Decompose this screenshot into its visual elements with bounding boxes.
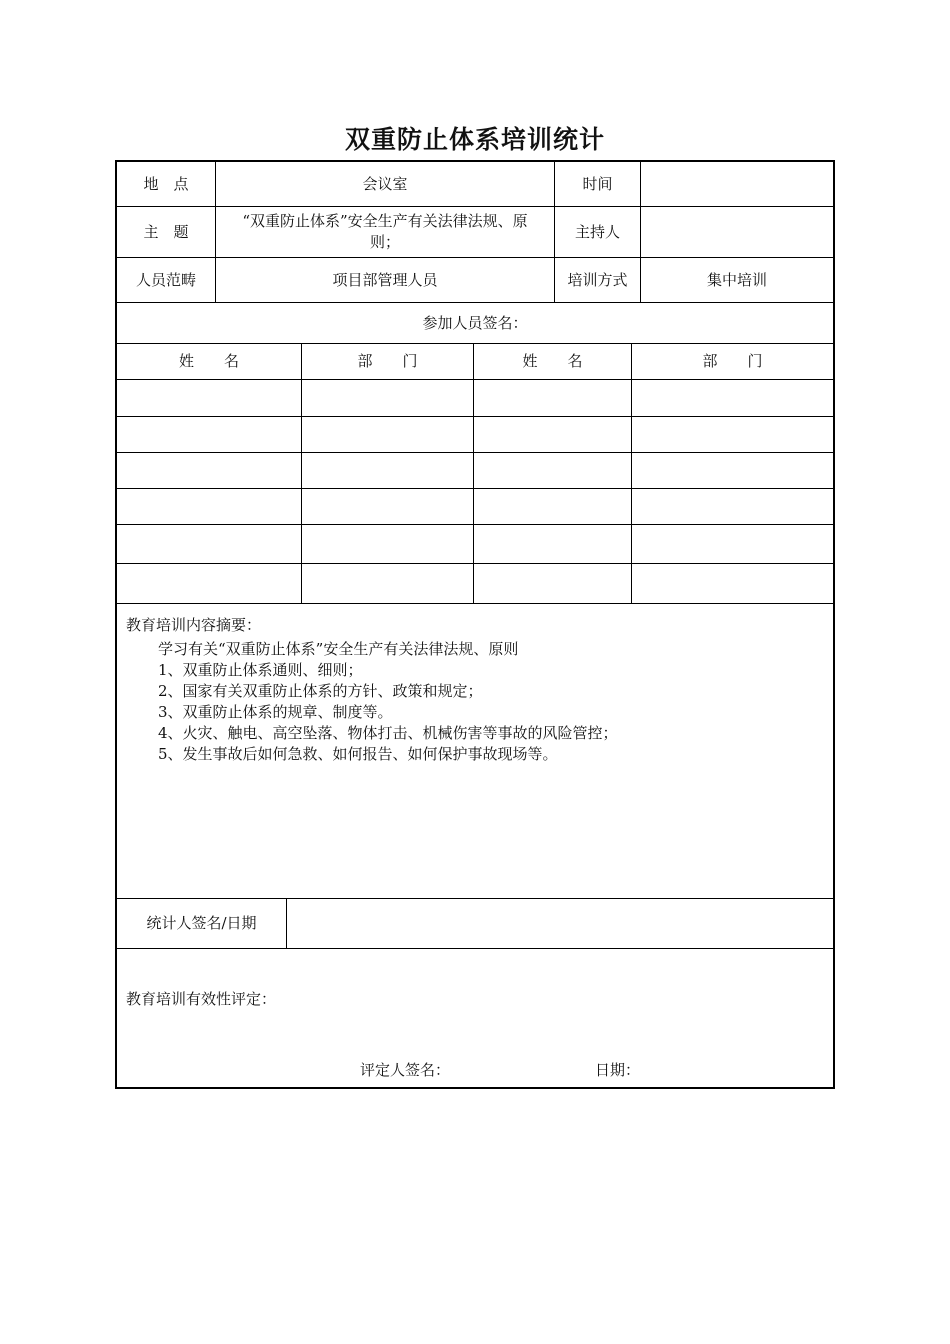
summary-heading: 教育培训内容摘要： [126,616,262,634]
signature-cell[interactable] [302,525,473,563]
method-label: 培训方式 [567,270,628,289]
signature-cell[interactable] [474,489,631,524]
signature-cell[interactable] [474,380,631,416]
signature-cell[interactable] [302,453,473,488]
signature-cell[interactable] [632,453,833,488]
signature-cell[interactable] [632,380,833,416]
signature-cell[interactable] [117,525,301,563]
topic-value[interactable]: “双重防止体系”安全生产有关法律法规、原则； [242,212,528,251]
stats-signature-label: 统计人签名/日期 [146,914,257,932]
page-title: 双重防止体系培训统计 [344,125,605,154]
signature-cell[interactable] [302,380,473,416]
column-header-department: 部 门 [702,352,763,370]
signature-cell[interactable] [632,489,833,524]
stats-signature-field[interactable] [287,899,833,948]
time-label: 时间 [582,174,613,193]
host-label: 主持人 [574,222,620,241]
signature-cell[interactable] [117,417,301,452]
evaluator-signature-label: 评定人签名： [360,1061,451,1079]
signature-cell[interactable] [474,525,631,563]
attendees-heading: 参加人员签名： [422,313,528,332]
signature-cell[interactable] [632,564,833,603]
scope-value[interactable]: 项目部管理人员 [332,270,438,289]
summary-line: 1、双重防止体系通则、细则； [158,661,363,679]
summary-line: 5、发生事故后如何急救、如何报告、如何保护事故现场等。 [158,745,558,763]
signature-cell[interactable] [474,564,631,603]
evaluation-heading: 教育培训有效性评定： [126,990,277,1008]
summary-line: 4、火灾、触电、高空坠落、物体打击、机械伤害等事故的风险管控； [158,724,618,742]
signature-cell[interactable] [474,453,631,488]
scope-label: 人员范畴 [135,270,196,289]
evaluation-date-label: 日期： [595,1061,641,1079]
signature-cell[interactable] [474,417,631,452]
signature-cell[interactable] [117,564,301,603]
column-header-department: 部 门 [357,352,418,370]
signature-cell[interactable] [632,525,833,563]
topic-label: 主 题 [143,222,189,241]
summary-line: 2、国家有关双重防止体系的方针、政策和规定； [158,682,483,700]
signature-cell[interactable] [117,453,301,488]
host-value[interactable] [641,207,833,257]
summary-line: 3、双重防止体系的规章、制度等。 [158,703,393,721]
row-divider [117,603,833,604]
column-header-name: 姓 名 [178,352,239,370]
signature-cell[interactable] [302,564,473,603]
row-divider [117,948,833,949]
signature-cell[interactable] [632,417,833,452]
signature-cell[interactable] [302,417,473,452]
time-value[interactable] [641,162,833,206]
training-form [115,160,835,1089]
signature-cell[interactable] [117,489,301,524]
column-header-name: 姓 名 [522,352,583,370]
location-label: 地 点 [143,174,189,193]
summary-line: 学习有关“双重防止体系”安全生产有关法律法规、原则 [158,640,519,658]
method-value[interactable]: 集中培训 [706,270,767,289]
signature-cell[interactable] [302,489,473,524]
signature-cell[interactable] [117,380,301,416]
location-value[interactable]: 会议室 [362,174,408,193]
